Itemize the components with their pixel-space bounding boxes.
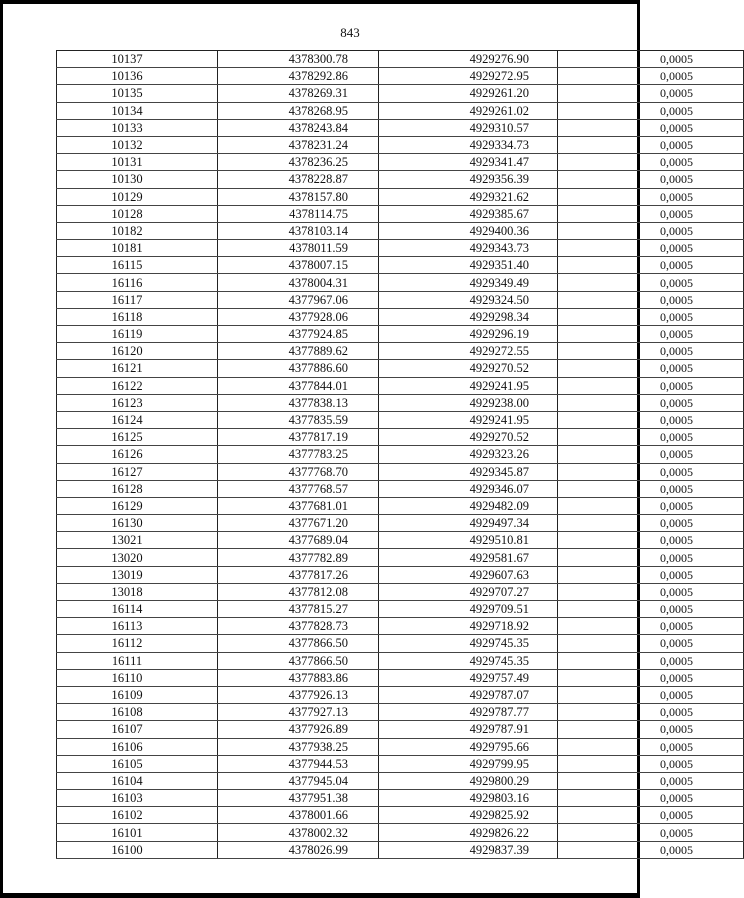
value-cell: 0,0005	[558, 807, 744, 824]
point-number-cell: 16118	[57, 308, 218, 325]
value-cell: 0,0005	[558, 463, 744, 480]
y-coordinate-cell: 4929351.40	[379, 257, 558, 274]
point-number-cell: 10133	[57, 119, 218, 136]
value-cell: 0,0005	[558, 583, 744, 600]
table-row	[57, 807, 744, 824]
value-cell: 0,0005	[558, 446, 744, 463]
y-coordinate-cell: 4929346.07	[379, 480, 558, 497]
y-coordinate-cell: 4929837.39	[379, 841, 558, 858]
value-cell: 0,0005	[558, 635, 744, 652]
point-number-cell: 16108	[57, 704, 218, 721]
point-number-cell: 16124	[57, 411, 218, 428]
point-number-cell: 10132	[57, 136, 218, 153]
table-row	[57, 652, 744, 669]
x-coordinate-cell: 4377768.57	[218, 480, 379, 497]
point-number-cell: 13018	[57, 583, 218, 600]
y-coordinate-cell: 4929323.26	[379, 446, 558, 463]
value-cell: 0,0005	[558, 532, 744, 549]
y-coordinate-cell: 4929241.95	[379, 377, 558, 394]
value-cell: 0,0005	[558, 291, 744, 308]
y-coordinate-cell: 4929757.49	[379, 669, 558, 686]
table-row	[57, 429, 744, 446]
value-cell: 0,0005	[558, 549, 744, 566]
point-number-cell: 16121	[57, 360, 218, 377]
value-cell: 0,0005	[558, 171, 744, 188]
scan-frame-left	[0, 0, 3, 898]
x-coordinate-cell: 4377689.04	[218, 532, 379, 549]
value-cell: 0,0005	[558, 790, 744, 807]
point-number-cell: 16122	[57, 377, 218, 394]
point-number-cell: 16106	[57, 738, 218, 755]
table-row	[57, 497, 744, 514]
value-cell: 0,0005	[558, 154, 744, 171]
y-coordinate-cell: 4929482.09	[379, 497, 558, 514]
x-coordinate-cell: 4377671.20	[218, 515, 379, 532]
x-coordinate-cell: 4378002.32	[218, 824, 379, 841]
value-cell: 0,0005	[558, 601, 744, 618]
table-row	[57, 721, 744, 738]
x-coordinate-cell: 4377883.86	[218, 669, 379, 686]
scan-frame-bottom	[0, 893, 640, 898]
point-number-cell: 16125	[57, 429, 218, 446]
table-row	[57, 308, 744, 325]
x-coordinate-cell: 4378004.31	[218, 274, 379, 291]
x-coordinate-cell: 4378157.80	[218, 188, 379, 205]
x-coordinate-cell: 4377866.50	[218, 635, 379, 652]
y-coordinate-cell: 4929270.52	[379, 429, 558, 446]
coordinates-table-body	[57, 51, 744, 859]
value-cell: 0,0005	[558, 755, 744, 772]
y-coordinate-cell: 4929310.57	[379, 119, 558, 136]
value-cell: 0,0005	[558, 652, 744, 669]
value-cell: 0,0005	[558, 824, 744, 841]
x-coordinate-cell: 4378007.15	[218, 257, 379, 274]
x-coordinate-cell: 4377951.38	[218, 790, 379, 807]
x-coordinate-cell: 4378001.66	[218, 807, 379, 824]
x-coordinate-cell: 4377926.13	[218, 686, 379, 703]
x-coordinate-cell: 4378228.87	[218, 171, 379, 188]
x-coordinate-cell: 4377886.60	[218, 360, 379, 377]
point-number-cell: 10182	[57, 222, 218, 239]
point-number-cell: 10137	[57, 51, 218, 68]
table-row	[57, 446, 744, 463]
table-row	[57, 119, 744, 136]
value-cell: 0,0005	[558, 411, 744, 428]
point-number-cell: 16114	[57, 601, 218, 618]
y-coordinate-cell: 4929745.35	[379, 652, 558, 669]
y-coordinate-cell: 4929345.87	[379, 463, 558, 480]
y-coordinate-cell: 4929400.36	[379, 222, 558, 239]
value-cell: 0,0005	[558, 738, 744, 755]
table-row	[57, 669, 744, 686]
point-number-cell: 16110	[57, 669, 218, 686]
x-coordinate-cell: 4377817.26	[218, 566, 379, 583]
point-number-cell: 16123	[57, 394, 218, 411]
value-cell: 0,0005	[558, 136, 744, 153]
table-row	[57, 601, 744, 618]
point-number-cell: 16117	[57, 291, 218, 308]
table-row	[57, 326, 744, 343]
point-number-cell: 16129	[57, 497, 218, 514]
x-coordinate-cell: 4377928.06	[218, 308, 379, 325]
table-row	[57, 240, 744, 257]
y-coordinate-cell: 4929826.22	[379, 824, 558, 841]
table-row	[57, 480, 744, 497]
table-row	[57, 618, 744, 635]
y-coordinate-cell: 4929707.27	[379, 583, 558, 600]
x-coordinate-cell: 4378026.99	[218, 841, 379, 858]
y-coordinate-cell: 4929510.81	[379, 532, 558, 549]
y-coordinate-cell: 4929241.95	[379, 411, 558, 428]
table-row	[57, 222, 744, 239]
x-coordinate-cell: 4377681.01	[218, 497, 379, 514]
point-number-cell: 10130	[57, 171, 218, 188]
table-row	[57, 291, 744, 308]
y-coordinate-cell: 4929324.50	[379, 291, 558, 308]
x-coordinate-cell: 4377783.25	[218, 446, 379, 463]
table-row	[57, 583, 744, 600]
point-number-cell: 13019	[57, 566, 218, 583]
x-coordinate-cell: 4378243.84	[218, 119, 379, 136]
table-row	[57, 549, 744, 566]
table-row	[57, 463, 744, 480]
table-row	[57, 257, 744, 274]
y-coordinate-cell: 4929356.39	[379, 171, 558, 188]
y-coordinate-cell: 4929787.07	[379, 686, 558, 703]
table-row	[57, 205, 744, 222]
value-cell: 0,0005	[558, 51, 744, 68]
table-row	[57, 274, 744, 291]
table-row	[57, 790, 744, 807]
point-number-cell: 16120	[57, 343, 218, 360]
y-coordinate-cell: 4929385.67	[379, 205, 558, 222]
y-coordinate-cell: 4929296.19	[379, 326, 558, 343]
value-cell: 0,0005	[558, 326, 744, 343]
point-number-cell: 16127	[57, 463, 218, 480]
table-row	[57, 686, 744, 703]
x-coordinate-cell: 4377927.13	[218, 704, 379, 721]
y-coordinate-cell: 4929261.02	[379, 102, 558, 119]
value-cell: 0,0005	[558, 222, 744, 239]
y-coordinate-cell: 4929334.73	[379, 136, 558, 153]
point-number-cell: 16103	[57, 790, 218, 807]
point-number-cell: 16111	[57, 652, 218, 669]
x-coordinate-cell: 4377815.27	[218, 601, 379, 618]
x-coordinate-cell: 4377768.70	[218, 463, 379, 480]
y-coordinate-cell: 4929799.95	[379, 755, 558, 772]
value-cell: 0,0005	[558, 566, 744, 583]
point-number-cell: 16112	[57, 635, 218, 652]
value-cell: 0,0005	[558, 515, 744, 532]
y-coordinate-cell: 4929298.34	[379, 308, 558, 325]
y-coordinate-cell: 4929787.77	[379, 704, 558, 721]
x-coordinate-cell: 4377866.50	[218, 652, 379, 669]
value-cell: 0,0005	[558, 480, 744, 497]
y-coordinate-cell: 4929272.55	[379, 343, 558, 360]
point-number-cell: 16128	[57, 480, 218, 497]
point-number-cell: 16113	[57, 618, 218, 635]
x-coordinate-cell: 4377889.62	[218, 343, 379, 360]
value-cell: 0,0005	[558, 68, 744, 85]
y-coordinate-cell: 4929803.16	[379, 790, 558, 807]
point-number-cell: 10134	[57, 102, 218, 119]
y-coordinate-cell: 4929825.92	[379, 807, 558, 824]
point-number-cell: 10135	[57, 85, 218, 102]
table-row	[57, 704, 744, 721]
table-row	[57, 68, 744, 85]
x-coordinate-cell: 4377844.01	[218, 377, 379, 394]
point-number-cell: 16100	[57, 841, 218, 858]
x-coordinate-cell: 4378011.59	[218, 240, 379, 257]
table-row	[57, 51, 744, 68]
value-cell: 0,0005	[558, 497, 744, 514]
table-row	[57, 102, 744, 119]
y-coordinate-cell: 4929321.62	[379, 188, 558, 205]
point-number-cell: 10128	[57, 205, 218, 222]
y-coordinate-cell: 4929718.92	[379, 618, 558, 635]
point-number-cell: 13021	[57, 532, 218, 549]
table-row	[57, 343, 744, 360]
coordinates-table	[56, 50, 744, 859]
point-number-cell: 16105	[57, 755, 218, 772]
y-coordinate-cell: 4929349.49	[379, 274, 558, 291]
value-cell: 0,0005	[558, 618, 744, 635]
x-coordinate-cell: 4377924.85	[218, 326, 379, 343]
table-row	[57, 635, 744, 652]
value-cell: 0,0005	[558, 841, 744, 858]
table-row	[57, 188, 744, 205]
table-row	[57, 824, 744, 841]
x-coordinate-cell: 4377782.89	[218, 549, 379, 566]
value-cell: 0,0005	[558, 686, 744, 703]
x-coordinate-cell: 4377828.73	[218, 618, 379, 635]
value-cell: 0,0005	[558, 119, 744, 136]
point-number-cell: 16102	[57, 807, 218, 824]
x-coordinate-cell: 4378114.75	[218, 205, 379, 222]
value-cell: 0,0005	[558, 669, 744, 686]
y-coordinate-cell: 4929745.35	[379, 635, 558, 652]
table-row	[57, 377, 744, 394]
point-number-cell: 10181	[57, 240, 218, 257]
x-coordinate-cell: 4377835.59	[218, 411, 379, 428]
x-coordinate-cell: 4377817.19	[218, 429, 379, 446]
table-row	[57, 154, 744, 171]
y-coordinate-cell: 4929261.20	[379, 85, 558, 102]
point-number-cell: 16126	[57, 446, 218, 463]
value-cell: 0,0005	[558, 102, 744, 119]
point-number-cell: 16101	[57, 824, 218, 841]
point-number-cell: 16109	[57, 686, 218, 703]
value-cell: 0,0005	[558, 85, 744, 102]
x-coordinate-cell: 4377926.89	[218, 721, 379, 738]
value-cell: 0,0005	[558, 257, 744, 274]
x-coordinate-cell: 4377838.13	[218, 394, 379, 411]
y-coordinate-cell: 4929787.91	[379, 721, 558, 738]
point-number-cell: 13020	[57, 549, 218, 566]
table-row	[57, 515, 744, 532]
point-number-cell: 16115	[57, 257, 218, 274]
x-coordinate-cell: 4378231.24	[218, 136, 379, 153]
value-cell: 0,0005	[558, 205, 744, 222]
x-coordinate-cell: 4377812.08	[218, 583, 379, 600]
value-cell: 0,0005	[558, 377, 744, 394]
table-row	[57, 738, 744, 755]
value-cell: 0,0005	[558, 188, 744, 205]
x-coordinate-cell: 4377967.06	[218, 291, 379, 308]
value-cell: 0,0005	[558, 343, 744, 360]
table-row	[57, 136, 744, 153]
point-number-cell: 10129	[57, 188, 218, 205]
point-number-cell: 16130	[57, 515, 218, 532]
y-coordinate-cell: 4929276.90	[379, 51, 558, 68]
y-coordinate-cell: 4929795.66	[379, 738, 558, 755]
table-row	[57, 394, 744, 411]
value-cell: 0,0005	[558, 360, 744, 377]
y-coordinate-cell: 4929341.47	[379, 154, 558, 171]
value-cell: 0,0005	[558, 308, 744, 325]
x-coordinate-cell: 4378292.86	[218, 68, 379, 85]
x-coordinate-cell: 4378300.78	[218, 51, 379, 68]
table-row	[57, 772, 744, 789]
y-coordinate-cell: 4929497.34	[379, 515, 558, 532]
point-number-cell: 10131	[57, 154, 218, 171]
point-number-cell: 16104	[57, 772, 218, 789]
y-coordinate-cell: 4929272.95	[379, 68, 558, 85]
y-coordinate-cell: 4929581.67	[379, 549, 558, 566]
table-row	[57, 171, 744, 188]
y-coordinate-cell: 4929238.00	[379, 394, 558, 411]
y-coordinate-cell: 4929607.63	[379, 566, 558, 583]
x-coordinate-cell: 4378236.25	[218, 154, 379, 171]
scan-frame-top	[0, 0, 640, 4]
x-coordinate-cell: 4378269.31	[218, 85, 379, 102]
coordinates-table-container	[56, 50, 693, 859]
table-row	[57, 566, 744, 583]
y-coordinate-cell: 4929343.73	[379, 240, 558, 257]
value-cell: 0,0005	[558, 704, 744, 721]
table-row	[57, 841, 744, 858]
y-coordinate-cell: 4929709.51	[379, 601, 558, 618]
table-row	[57, 360, 744, 377]
point-number-cell: 16116	[57, 274, 218, 291]
table-row	[57, 85, 744, 102]
value-cell: 0,0005	[558, 394, 744, 411]
value-cell: 0,0005	[558, 772, 744, 789]
table-row	[57, 411, 744, 428]
x-coordinate-cell: 4377938.25	[218, 738, 379, 755]
y-coordinate-cell: 4929270.52	[379, 360, 558, 377]
value-cell: 0,0005	[558, 274, 744, 291]
point-number-cell: 16119	[57, 326, 218, 343]
value-cell: 0,0005	[558, 721, 744, 738]
y-coordinate-cell: 4929800.29	[379, 772, 558, 789]
x-coordinate-cell: 4378103.14	[218, 222, 379, 239]
point-number-cell: 10136	[57, 68, 218, 85]
point-number-cell: 16107	[57, 721, 218, 738]
value-cell: 0,0005	[558, 429, 744, 446]
x-coordinate-cell: 4377944.53	[218, 755, 379, 772]
table-row	[57, 755, 744, 772]
x-coordinate-cell: 4378268.95	[218, 102, 379, 119]
page-number: 843	[340, 25, 360, 40]
value-cell: 0,0005	[558, 240, 744, 257]
table-row	[57, 532, 744, 549]
x-coordinate-cell: 4377945.04	[218, 772, 379, 789]
